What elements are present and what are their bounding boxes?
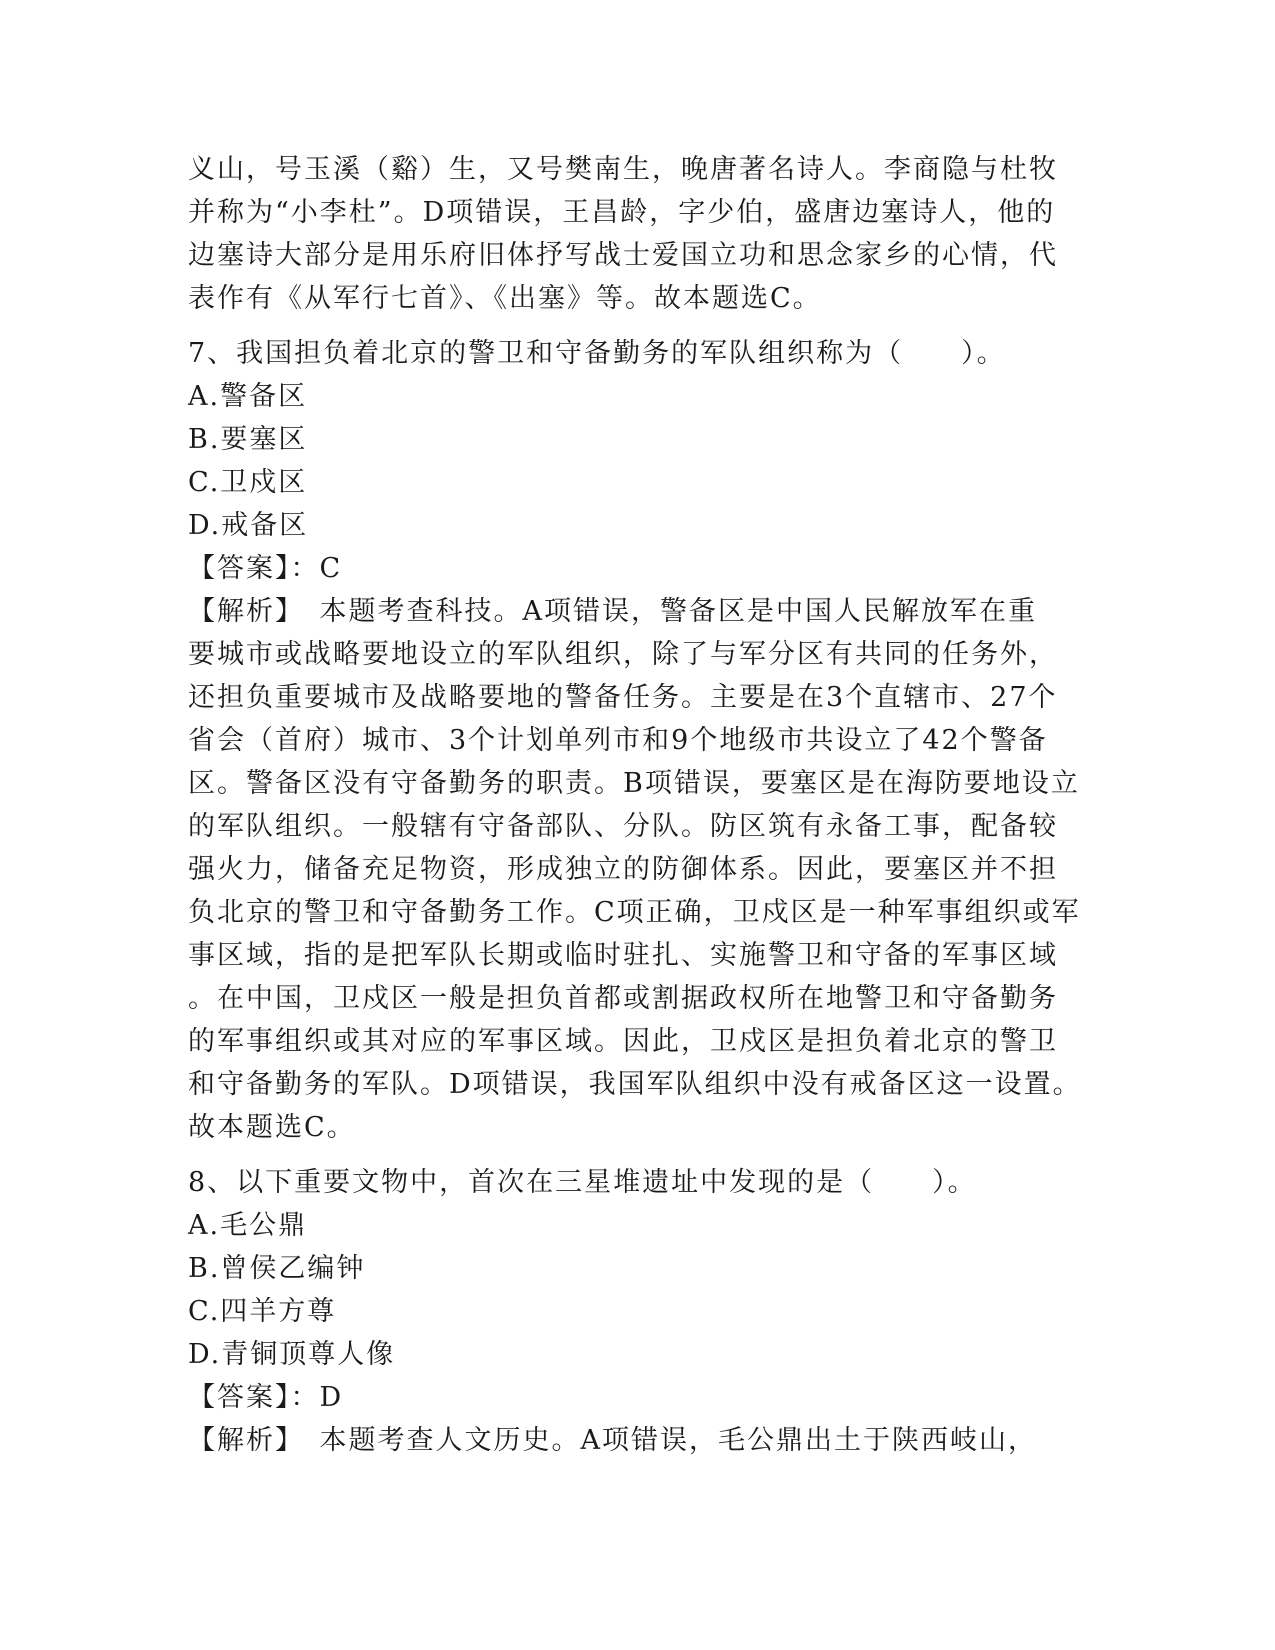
option-b: B.曾侯乙编钟 bbox=[188, 1253, 366, 1284]
text-line: 边塞诗大部分是用乐府旧体抒写战士爱国立功和思念家乡的心情，代 bbox=[188, 240, 1058, 271]
option-a: A.警备区 bbox=[188, 381, 308, 412]
question-7 bbox=[188, 332, 1088, 1149]
previous-analysis-continuation bbox=[188, 148, 1088, 320]
analysis-line: 和守备勤务的军队。D项错误，我国军队组织中没有戒备区这一设置。 bbox=[188, 1069, 1082, 1100]
analysis-line: 区。警备区没有守备勤务的职责。B项错误，要塞区是在海防要地设立 bbox=[188, 768, 1080, 799]
option-c: C.四羊方尊 bbox=[188, 1296, 337, 1327]
analysis-line: 要城市或战略要地设立的军队组织，除了与军分区有共同的任务外， bbox=[188, 639, 1058, 670]
spacer bbox=[188, 320, 1088, 332]
analysis-line: 省会（首府）城市、3个计划单列市和9个地级市共设立了42个警备 bbox=[188, 725, 1048, 756]
option-d: D.青铜顶尊人像 bbox=[188, 1339, 396, 1370]
analysis-line: 强火力，储备充足物资，形成独立的防御体系。因此，要塞区并不担 bbox=[188, 854, 1058, 885]
question-text: 8、以下重要文物中，首次在三星堆遗址中发现的是（ ）。 bbox=[188, 1167, 977, 1198]
analysis-line: 【解析】 本题考查人文历史。A项错误，毛公鼎出土于陕西岐山， bbox=[188, 1425, 1037, 1456]
analysis-line: 【解析】 本题考查科技。A项错误，警备区是中国人民解放军在重 bbox=[188, 596, 1037, 627]
option-a: A.毛公鼎 bbox=[188, 1210, 308, 1241]
analysis-line: 故本题选C。 bbox=[188, 1112, 356, 1143]
option-c: C.卫戍区 bbox=[188, 467, 308, 498]
analysis-line: 。在中国，卫戍区一般是担负首都或割据政权所在地警卫和守备勤务 bbox=[188, 983, 1058, 1014]
text-line: 表作有《从军行七首》、《出塞》等。故本题选C。 bbox=[188, 283, 822, 314]
document-body bbox=[188, 148, 1088, 1462]
spacer bbox=[188, 1149, 1088, 1161]
answer-line: 【答案】：D bbox=[188, 1382, 344, 1413]
answer-line: 【答案】：C bbox=[188, 553, 343, 584]
analysis-line: 的军事组织或其对应的军事区域。因此，卫戍区是担负着北京的警卫 bbox=[188, 1026, 1058, 1057]
text-line: 并称为“小李杜”。D项错误，王昌龄，字少伯，盛唐边塞诗人，他的 bbox=[188, 197, 1056, 228]
option-d: D.戒备区 bbox=[188, 510, 309, 541]
option-b: B.要塞区 bbox=[188, 424, 308, 455]
analysis-line: 还担负重要城市及战略要地的警备任务。主要是在3个直辖市、27个 bbox=[188, 682, 1058, 713]
text-line: 义山，号玉溪（谿）生，又号樊南生，晚唐著名诗人。李商隐与杜牧 bbox=[188, 154, 1058, 185]
question-8 bbox=[188, 1161, 1088, 1462]
analysis-line: 事区域，指的是把军队长期或临时驻扎、实施警卫和守备的军事区域 bbox=[188, 940, 1058, 971]
question-text: 7、我国担负着北京的警卫和守备勤务的军队组织称为（ ）。 bbox=[188, 338, 1006, 369]
analysis-line: 的军队组织。一般辖有守备部队、分队。防区筑有永备工事，配备较 bbox=[188, 811, 1058, 842]
analysis-line: 负北京的警卫和守备勤务工作。C项正确，卫戍区是一种军事组织或军 bbox=[188, 897, 1081, 928]
